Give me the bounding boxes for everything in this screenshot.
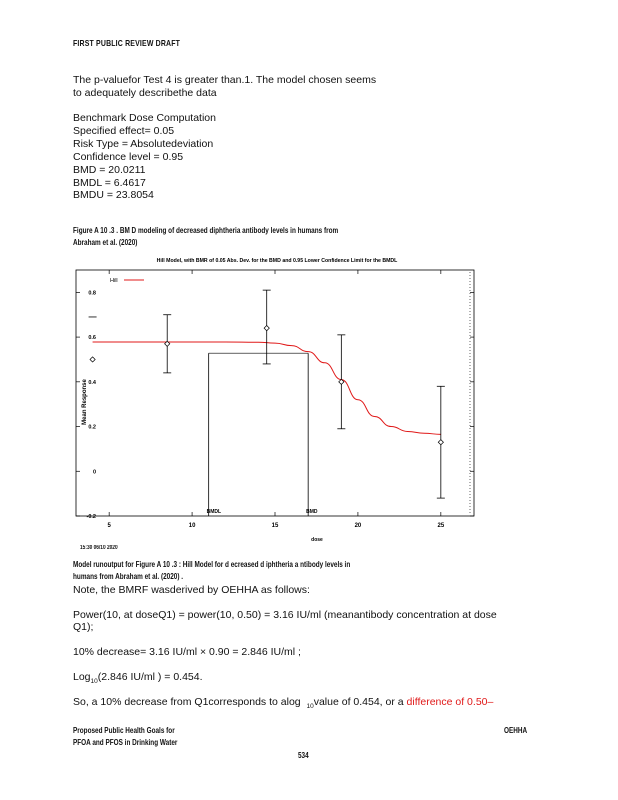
so-text: So, a 10% decrease from Q1corresponds to alog	[73, 696, 301, 708]
x-tick-label: 5	[107, 523, 111, 529]
note-line: Note, the BMRF wasderived by OEHHA as follows:	[73, 584, 310, 596]
so-line	[73, 696, 493, 714]
page-number: 534	[298, 751, 309, 760]
intro-line-1: The p-valuefor Test 4 is greater than.1. The model chosen seems	[73, 74, 377, 86]
y-tick-label: 0.4	[88, 379, 96, 386]
axes-layer	[76, 270, 474, 529]
log-suffix: (2.846 IU/ml ) = 0.454.	[97, 671, 203, 683]
plot-frame	[76, 270, 474, 516]
x-tick-label: 10	[188, 523, 196, 529]
confidence-level: Confidence level = 0.95	[73, 151, 184, 163]
data-point	[264, 326, 269, 331]
chart-timestamp: 15:30 06/10 2020	[80, 545, 118, 551]
specified-effect: Specified effect= 0.05	[73, 125, 175, 137]
run-caption-line-1: Model runoutput for Figure A 10 .3 : Hill Model for d ecreased d iphtheria a ntibody levels in	[73, 560, 351, 569]
power-line-1: Power(10, at doseQ1) = power(10, 0.50) = 3.16 IU/ml (meanantibody concentration at dose	[73, 609, 497, 621]
y-tick-label: 0.8	[88, 290, 96, 297]
footer-right: OEHHA	[504, 726, 528, 735]
figure-caption-line-1: Figure A 10 .3 . BM D modeling of decreased diphtheria antibody levels in humans from	[73, 226, 339, 235]
chart-title: Hill Model, with BMR of 0.05 Abs. Dev. for the BMD and 0.95 Lower Confidence Limit for the BMDL	[156, 258, 398, 264]
hill-model-chart	[72, 252, 482, 552]
bmdu-value: BMDU = 23.8054	[73, 189, 154, 201]
y-tick-label: 0	[92, 469, 96, 476]
decrease-line: 10% decrease= 3.16 IU/ml × 0.90 = 2.846 IU/ml ;	[73, 646, 301, 658]
legend-label: Hill	[110, 278, 118, 284]
bmdl-label: BMDL	[206, 509, 222, 515]
bmd-value: BMD = 20.0211	[73, 164, 146, 176]
x-tick-label: 20	[354, 523, 362, 529]
so-subscript: 10	[306, 703, 314, 711]
log-line	[73, 671, 203, 689]
y-axis-label: Mean Response	[82, 379, 88, 425]
x-tick-label: 15	[271, 523, 279, 529]
log-subscript: 10	[90, 678, 98, 686]
y-tick-label: -0.2	[86, 514, 96, 520]
data-layer	[89, 290, 445, 516]
y-tick-label: 0.2	[88, 424, 96, 431]
power-line-2: Q1);	[73, 621, 94, 633]
risk-type: Risk Type = Absolutedeviation	[73, 138, 214, 150]
log-prefix: Log	[73, 671, 91, 683]
draft-header: FIRST PUBLIC REVIEW DRAFT	[73, 38, 181, 48]
figure-caption-line-2: Abraham et al. (2020)	[73, 238, 138, 247]
bmd-title: Benchmark Dose Computation	[73, 112, 216, 124]
data-point	[90, 357, 95, 362]
footer-left-line-1: Proposed Public Health Goals for	[73, 726, 175, 735]
y-tick-label: 0.6	[88, 335, 96, 342]
x-tick-label: 25	[437, 523, 445, 529]
so-text-2: value of 0.454, or a	[313, 696, 407, 708]
bmd-label: BMD	[306, 509, 318, 515]
bmdl-value: BMDL = 6.4617	[73, 177, 146, 189]
run-caption-line-2: humans from Abraham et al. (2020) .	[73, 572, 184, 581]
footer-left-line-2: PFOA and PFOS in Drinking Water	[73, 738, 178, 747]
intro-line-2: to adequately describethe data	[73, 87, 217, 99]
x-axis-label: dose	[311, 537, 323, 543]
data-point	[438, 440, 443, 445]
difference-highlight: difference of 0.50–	[406, 696, 494, 708]
